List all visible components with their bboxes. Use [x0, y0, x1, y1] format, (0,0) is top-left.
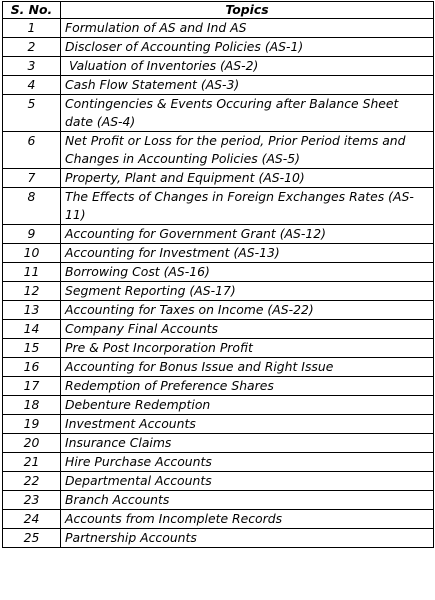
table-row	[3, 225, 434, 244]
topic-cell: Formulation of AS and Ind AS	[61, 19, 434, 38]
serial-number-cell: 5	[3, 95, 61, 132]
serial-number-cell: 22	[3, 472, 61, 491]
serial-number-cell: 9	[3, 225, 61, 244]
topic-cell: Contingencies & Events Occuring after Balance Sheet date (AS-4)	[61, 95, 434, 132]
table-row	[3, 415, 434, 434]
serial-number-cell: 7	[3, 169, 61, 188]
topic-cell: Property, Plant and Equipment (AS-10)	[61, 169, 434, 188]
serial-number-cell: 11	[3, 263, 61, 282]
table-row	[3, 301, 434, 320]
table-row	[3, 491, 434, 510]
topic-cell: Company Final Accounts	[61, 320, 434, 339]
topic-cell: Accounts from Incomplete Records	[61, 510, 434, 529]
serial-number-cell: 10	[3, 244, 61, 263]
serial-number-cell: 2	[3, 38, 61, 57]
table-row	[3, 76, 434, 95]
table-header-row	[3, 2, 434, 19]
topic-cell: Insurance Claims	[61, 434, 434, 453]
table-row	[3, 282, 434, 301]
topic-cell: Segment Reporting (AS-17)	[61, 282, 434, 301]
serial-number-cell: 25	[3, 529, 61, 548]
serial-number-cell: 4	[3, 76, 61, 95]
serial-number-cell: 13	[3, 301, 61, 320]
serial-number-cell: 12	[3, 282, 61, 301]
serial-number-cell: 18	[3, 396, 61, 415]
table-row	[3, 396, 434, 415]
topic-cell: Investment Accounts	[61, 415, 434, 434]
table-row	[3, 510, 434, 529]
topic-cell: Borrowing Cost (AS-16)	[61, 263, 434, 282]
table-row	[3, 169, 434, 188]
serial-number-cell: 24	[3, 510, 61, 529]
topic-cell: The Effects of Changes in Foreign Exchanges Rates (AS-11)	[61, 188, 434, 225]
serial-number-cell: 3	[3, 57, 61, 76]
table-row	[3, 453, 434, 472]
table-row	[3, 57, 434, 76]
topic-cell: Discloser of Accounting Policies (AS-1)	[61, 38, 434, 57]
table-row	[3, 529, 434, 548]
topic-cell: Accounting for Taxes on Income (AS-22)	[61, 301, 434, 320]
serial-number-cell: 14	[3, 320, 61, 339]
table-row	[3, 320, 434, 339]
table-row	[3, 188, 434, 225]
serial-number-cell: 19	[3, 415, 61, 434]
topic-cell: Net Profit or Loss for the period, Prior Period items and Changes in Accounting Policies (AS-5)	[61, 132, 434, 169]
topic-cell: Accounting for Investment (AS-13)	[61, 244, 434, 263]
serial-number-cell: 8	[3, 188, 61, 225]
column-header-topics: Topics	[61, 2, 434, 19]
topic-cell: Debenture Redemption	[61, 396, 434, 415]
topic-cell: Partnership Accounts	[61, 529, 434, 548]
serial-number-cell: 15	[3, 339, 61, 358]
table-row	[3, 19, 434, 38]
topic-cell: Cash Flow Statement (AS-3)	[61, 76, 434, 95]
serial-number-cell: 1	[3, 19, 61, 38]
serial-number-cell: 20	[3, 434, 61, 453]
serial-number-cell: 17	[3, 377, 61, 396]
topic-cell: Hire Purchase Accounts	[61, 453, 434, 472]
table-row	[3, 358, 434, 377]
topic-cell: Departmental Accounts	[61, 472, 434, 491]
table-row	[3, 244, 434, 263]
topic-cell: Valuation of Inventories (AS-2)	[61, 57, 434, 76]
table-row	[3, 95, 434, 132]
table-row	[3, 472, 434, 491]
topic-cell: Accounting for Government Grant (AS-12)	[61, 225, 434, 244]
table-row	[3, 377, 434, 396]
topic-cell: Branch Accounts	[61, 491, 434, 510]
table-row	[3, 132, 434, 169]
serial-number-cell: 16	[3, 358, 61, 377]
table-row	[3, 263, 434, 282]
serial-number-cell: 6	[3, 132, 61, 169]
table-row	[3, 38, 434, 57]
topic-cell: Redemption of Preference Shares	[61, 377, 434, 396]
serial-number-cell: 21	[3, 453, 61, 472]
table-row	[3, 434, 434, 453]
topic-cell: Accounting for Bonus Issue and Right Issue	[61, 358, 434, 377]
column-header-serial-number: S. No.	[3, 2, 61, 19]
topics-table	[2, 1, 434, 548]
topic-cell: Pre & Post Incorporation Profit	[61, 339, 434, 358]
serial-number-cell: 23	[3, 491, 61, 510]
table-row	[3, 339, 434, 358]
